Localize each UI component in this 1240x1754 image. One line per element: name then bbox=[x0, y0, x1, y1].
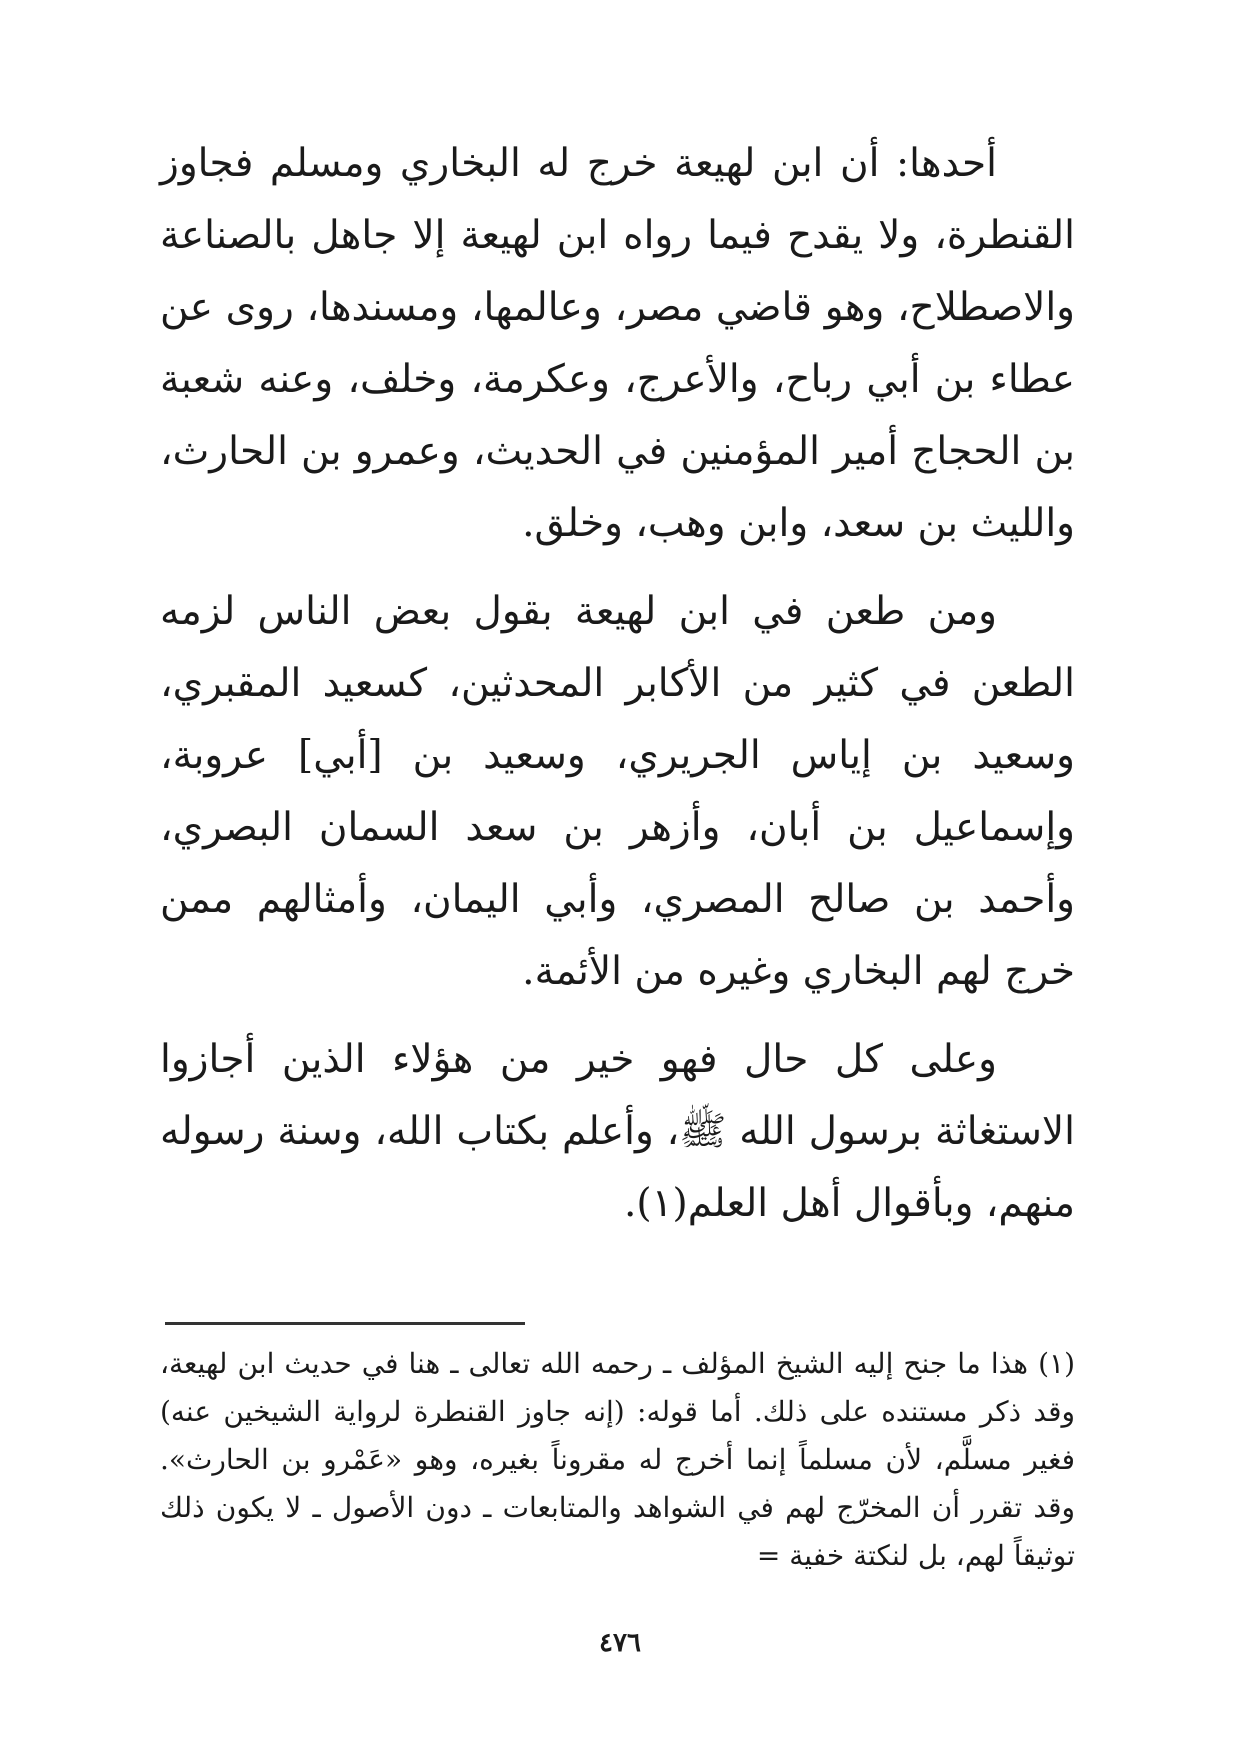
paragraph-1: أحدها: أن ابن لهيعة خرج له البخاري ومسلم فجاوز القنطرة، ولا يقدح فيما رواه ابن لهيعة إلا جاهل بالصناعة والاصطلاح، وهو قاضي مصر، وعالمها، ومسندها، روى عن عطاء بن أبي رباح، والأعرج، وعكرمة، وخلف، وعنه شعبة بن الحجاج أمير المؤمنين في الحديث، وعمرو بن الحارث، والليث بن سعد، وابن وهب، وخلق. bbox=[160, 141, 1075, 546]
paragraph-2: ومن طعن في ابن لهيعة بقول بعض الناس لزمه الطعن في كثير من الأكابر المحدثين، كسعيد المقبري، وسعيد بن إياس الجريري، وسعيد بن [أبي] عروبة، وإسماعيل بن أبان، وأزهر بن سعد السمان البصري، وأحمد بن صالح المصري، وأبي اليمان، وأمثالهم ممن خرج لهم البخاري وغيره من الأئمة. bbox=[160, 589, 1075, 994]
main-text bbox=[160, 128, 1075, 1256]
paragraph-3: وعلى كل حال فهو خير من هؤلاء الذين أجازوا الاستغاثة برسول الله ﷺ، وأعلم بكتاب الله، وسنة رسوله منهم، وبأقوال أهل العلم(١). bbox=[160, 1037, 1075, 1226]
page-number: ٤٧٦ bbox=[599, 1628, 641, 1658]
footnote-text: هذا ما جنح إليه الشيخ المؤلف ـ رحمه الله تعالى ـ هنا في حديث ابن لهيعة، وقد ذكر مستنده على ذلك. أما قوله: (إنه جاوز القنطرة لرواية الشيخين عنه) فغير مسلَّم، لأن مسلماً إنما أخرج له مقروناً بغيره، وهو «عَمْرو بن الحارث». وقد تقرر أن المخرّج لهم في الشواهد والمتابعات ـ دون الأصول ـ لا يكون ذلك توثيقاً لهم، بل لنكتة خفية = bbox=[160, 1347, 1075, 1572]
footnote-divider bbox=[165, 1322, 525, 1325]
footnote-marker: (١) bbox=[1038, 1347, 1075, 1380]
footnote bbox=[160, 1340, 1075, 1580]
